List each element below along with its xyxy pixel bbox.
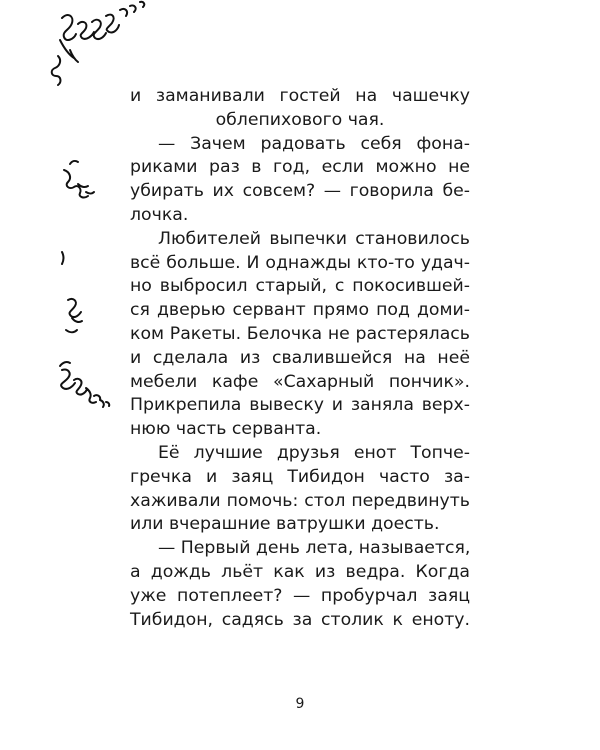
- text-line: риками раз в год, если можно не: [130, 157, 470, 178]
- text-line: и сделала из свалившейся на неё: [130, 347, 470, 368]
- text-line: хаживали помочь: стол передвинуть: [130, 490, 470, 511]
- text-line: всё больше. И однажды кто-то удач-: [130, 252, 470, 273]
- text-line: но выбросил старый, с покосившей-: [130, 276, 470, 297]
- text-line: и заманивали гостей на чашечку: [130, 86, 470, 106]
- text-line: Любителей выпечки становилось: [158, 228, 470, 249]
- text-line: уже потеплеет? — пробурчал заяц: [130, 585, 470, 606]
- text-line: — Первый день лета, называется,: [158, 538, 471, 559]
- text-line: убирать их совсем? — говорила бе-: [130, 181, 470, 202]
- text-line: Тибидон, садясь за столик к еноту.: [130, 609, 470, 630]
- scribble-doodle-middle: [64, 170, 94, 197]
- text-line: а дождь льёт как из ведра. Когда: [130, 561, 470, 582]
- scribble-doodle-left-top: [52, 56, 61, 85]
- page-number: 9: [295, 696, 305, 712]
- text-line: лочка.: [130, 204, 189, 225]
- body-text: [130, 85, 470, 632]
- text-line: ся дверью сервант прямо под доми-: [130, 300, 470, 321]
- scribble-doodle-lower: [66, 299, 82, 332]
- text-line: гречка и заяц Тибидон часто за-: [130, 466, 470, 487]
- scribble-doodle-top: [62, 2, 144, 40]
- text-line: ком Ракеты. Белочка не растерялась: [130, 323, 470, 344]
- text-line: нюю часть серванта.: [130, 419, 322, 440]
- text-line: Её лучшие друзья енот Топче-: [158, 442, 470, 463]
- text-line: Прикрепила вывеску и заняла верх-: [130, 395, 470, 416]
- text-line: облепихового чая.: [215, 109, 385, 130]
- text-line: или вчерашние ватрушки доесть.: [130, 514, 440, 535]
- text-line: — Зачем радовать себя фона-: [158, 133, 470, 154]
- text-line: мебели кафе «Сахарный пончик».: [130, 371, 470, 392]
- scribble-doodle-bottom: [61, 370, 109, 407]
